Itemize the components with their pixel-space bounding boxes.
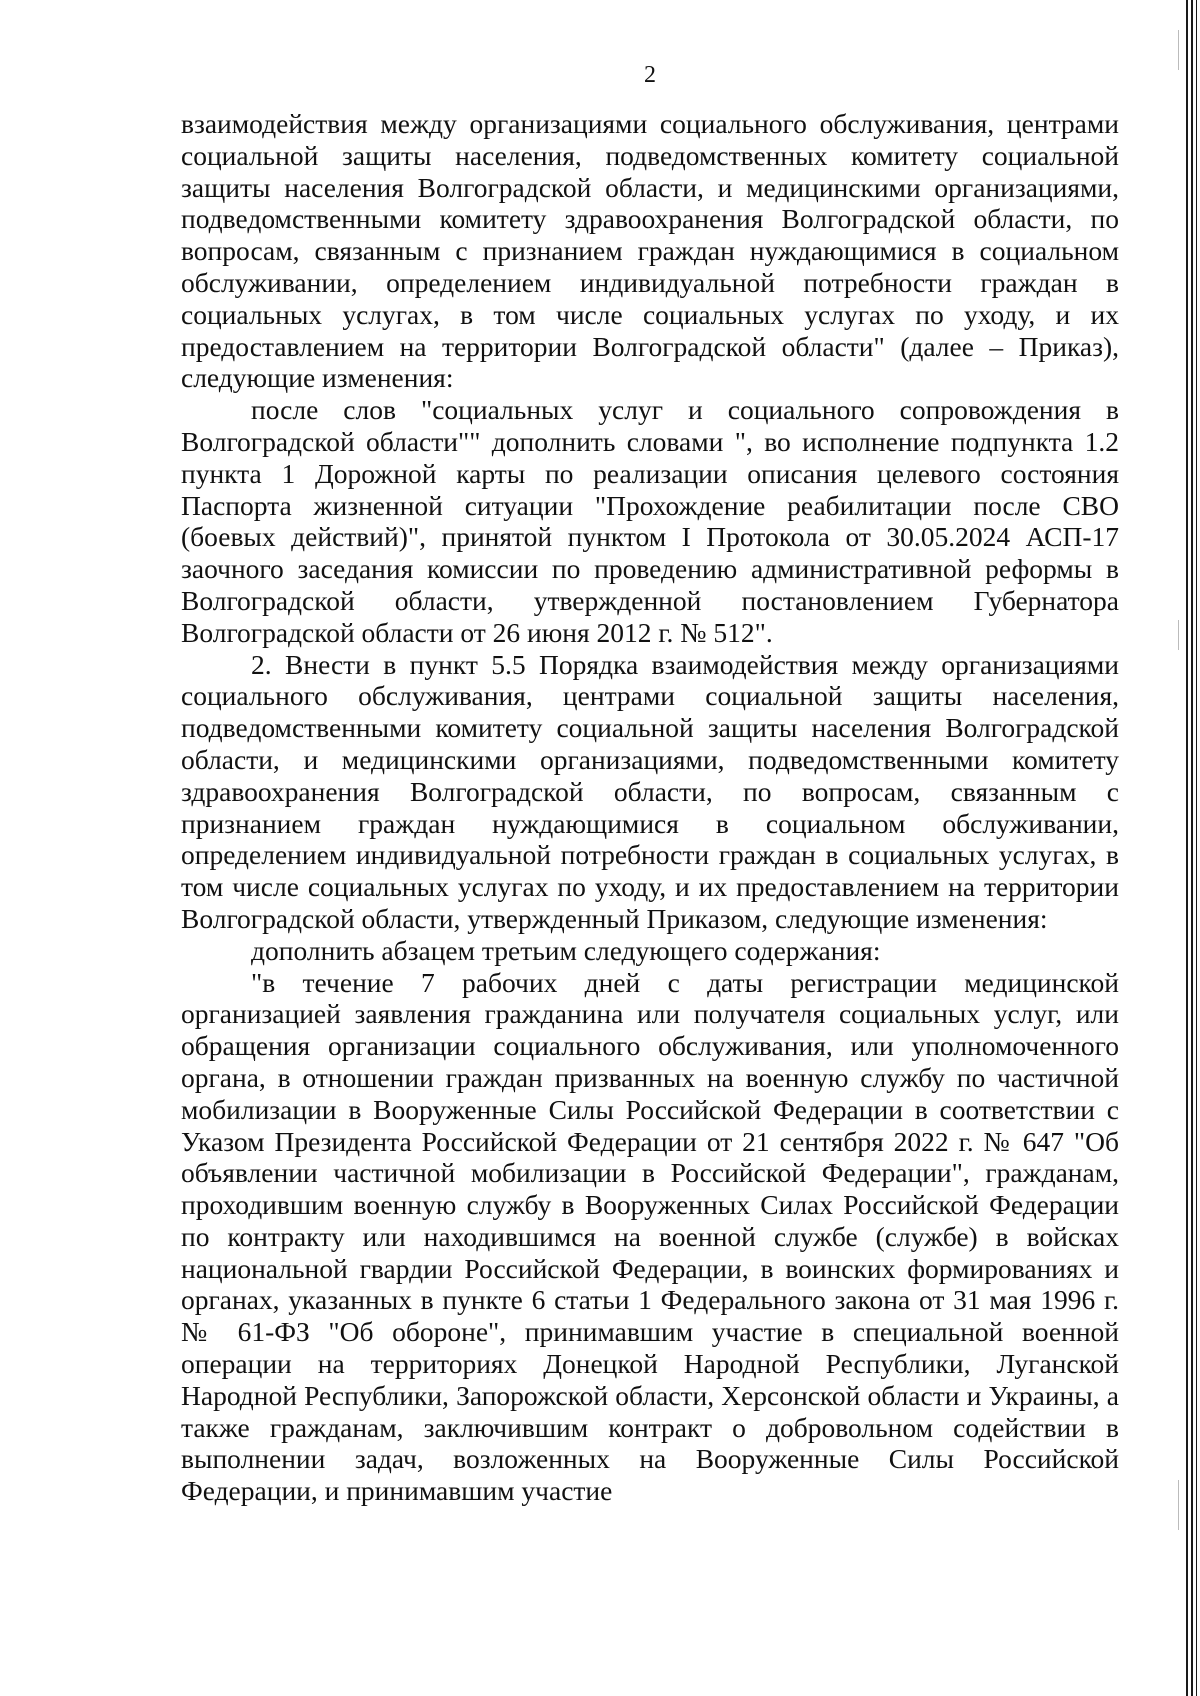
scan-edge-line <box>1196 0 1197 1696</box>
paragraph-amendment-text: после слов "социальных услуг и социального сопровождения в Волгоградской области"" дополнить словами ", во исполнение подпункта 1.2 пункта 1 Дорожной карты по реализации описания целевого состояния Паспорта жизненной ситуации "Прохождение реабилитации после СВО (боевых действий)", принятой пунктом I Протокола от 30.05.2024 АСП-17 заочного заседания комиссии по проведению административной реформы в Волгоградской области, утвержденной постановлением Губернатора Волгоградской области от 26 июня 2012 г. № 512". <box>181 394 1119 648</box>
paragraph-continuation: взаимодействия между организациями социального обслуживания, центрами социальной защиты населения, подведомственных комитету социальной защиты населения Волгоградской области, и медицинскими организациями, подведомственными комитету здравоохранения Волгоградской области, по вопросам, связанным с признанием граждан нуждающимися в социальном обслуживании, определением индивидуальной потребности граждан в социальных услугах, в том числе социальных услугах по уходу, и их предоставлением на территории Волгоградской области" (далее – Приказ), следующие изменения: <box>181 108 1119 394</box>
page-number: 2 <box>644 62 656 88</box>
paragraph-add-instruction: дополнить абзацем третьим следующего содержания: <box>251 934 881 966</box>
scan-edge-lines <box>1178 0 1200 1696</box>
scan-artifact <box>1178 1480 1179 1530</box>
document-body <box>181 108 1119 1507</box>
scan-artifact <box>1178 620 1179 650</box>
scan-edge-line <box>1186 0 1188 1696</box>
scan-artifact <box>1178 30 1179 70</box>
paragraph-quoted-addition: "в течение 7 рабочих дней с даты регистрации медицинской организацией заявления гражданина или получателя социальных услуг, или обращения организации социального обслуживания, или уполномоченного органа, в отношении граждан призванных на военную службу по частичной мобилизации в Вооруженные Силы Российской Федерации в соответствии с Указом Президента Российской Федерации от 21 сентября 2022 г. № 647 "Об объявлении частичной мобилизации в Российской Федерации", гражданам, проходившим военную службу в Вооруженных Силах Российской Федерации по контракту или находившимся на военной службе (службе) в войсках национальной гвардии Российской Федерации, в воинских формированиях и органах, указанных в пункте 6 статьи 1 Федерального закона от 31 мая 1996 г. № 61-ФЗ "Об обороне", принимавшим участие в специальной военной операции на территориях Донецкой Народной Республики, Луганской Народной Республики, Запорожской области, Херсонской области и Украины, а также гражданам, заключившим контракт о добровольном содействии в выполнении задач, возложенных на Вооруженные Силы Российской Федерации, и принимавшим участие <box>181 966 1119 1507</box>
scan-edge-line <box>1191 0 1193 1696</box>
paragraph-item-2: 2. Внести в пункт 5.5 Порядка взаимодействия между организациями социального обслуживания, центрами социальной защиты населения, подведомственными комитету социальной защиты населения Волгоградской области, и медицинскими организациями, подведомственными комитету здравоохранения Волгоградской области, по вопросам, связанным с признанием граждан нуждающимися в социальном обслуживании, определением индивидуальной потребности граждан в социальных услугах, в том числе социальных услугах по уходу, и их предоставлением на территории Волгоградской области, утвержденный Приказом, следующие изменения: <box>181 648 1119 934</box>
